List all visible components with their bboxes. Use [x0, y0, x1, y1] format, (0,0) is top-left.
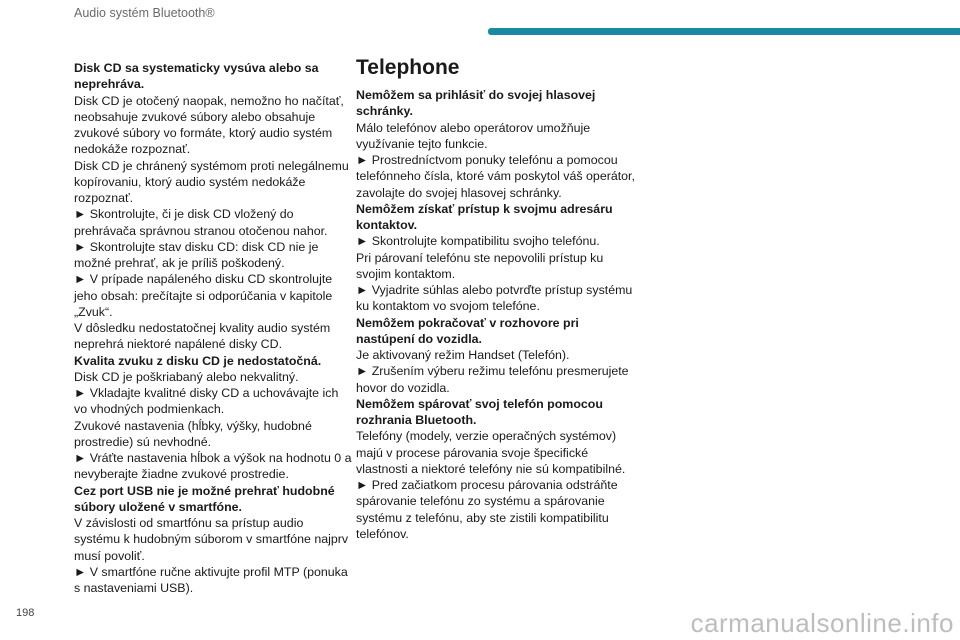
paragraph: V závislosti od smartfónu sa prístup audio systému k hudobným súborom v smartfóne najprv musí povoliť.: [74, 516, 349, 563]
paragraph: ► V prípade napáleného disku CD skontrolujte jeho obsah: prečítajte si odporúčania v kapitole „Zvuk“.: [74, 272, 333, 319]
paragraph: Telefóny (modely, verzie operačných systémov) majú v procese párovania svoje špecifické vlastnosti a niektoré telefóny nie sú kompatibilné.: [356, 429, 626, 476]
paragraph: ► Skontrolujte, či je disk CD vložený do prehrávača správnou stranou otočenou nahor.: [74, 207, 328, 238]
right-paragraphs: [356, 87, 636, 542]
paragraph: ► Skontrolujte stav disku CD: disk CD nie je možné prehrať, ak je príliš poškodený.: [74, 239, 319, 270]
page-number: 198: [16, 607, 35, 619]
paragraph: Málo telefónov alebo operátorov umožňuje využívanie tejto funkcie.: [356, 120, 591, 151]
paragraph: ► V smartfóne ručne aktivujte profil MTP (ponuka s nastaveniami USB).: [74, 564, 348, 595]
question-heading: Kvalita zvuku z disku CD je nedostatočná.: [74, 353, 322, 368]
question-heading: Disk CD sa systematicky vysúva alebo sa neprehráva.: [74, 61, 319, 92]
paragraph: V dôsledku nedostatočnej kvality audio systém neprehrá niektoré napálené disky CD.: [74, 321, 331, 352]
paragraph: Disk CD je otočený naopak, nemožno ho načítať, neobsahuje zvukové súbory alebo obsahuje zvukové súbory vo formáte, ktorý audio systém nedokáže rozpoznať.: [74, 93, 344, 157]
section-title: Telephone: [356, 56, 460, 79]
left-column: [74, 60, 352, 596]
paragraph: Disk CD je poškriabaný alebo nekvalitný.: [74, 369, 299, 384]
header-accent-bar: [488, 28, 960, 35]
paragraph: ► Prostredníctvom ponuky telefónu a pomocou telefónneho čísla, ktoré vám poskytol váš operátor, zavolajte do svojej hlasovej schránky.: [356, 153, 635, 200]
paragraph: Disk CD je chránený systémom proti nelegálnemu kopírovaniu, ktorý audio systém nedokáže rozpoznať.: [74, 158, 349, 205]
watermark: carmanualsonline.info: [690, 608, 954, 638]
paragraph: ► Zrušením výberu režimu telefónu presmerujete hovor do vozidla.: [356, 364, 629, 395]
paragraph: ► Skontrolujte kompatibilitu svojho telefónu.: [356, 234, 600, 249]
paragraph: ► Vkladajte kvalitné disky CD a uchovávajte ich vo vhodných podmienkach.: [74, 386, 339, 417]
question-heading: Cez port USB nie je možné prehrať hudobné súbory uložené v smartfóne.: [74, 483, 335, 514]
header-title: Audio systém Bluetooth®: [74, 6, 215, 20]
question-heading: Nemôžem spárovať svoj telefón pomocou rozhrania Bluetooth.: [356, 396, 603, 427]
paragraph: Zvukové nastavenia (hĺbky, výšky, hudobné prostredie) sú nevhodné.: [74, 418, 312, 449]
paragraph: ► Vyjadrite súhlas alebo potvrďte prístup systému ku kontaktom vo svojom telefóne.: [356, 283, 633, 314]
paragraph: ► Pred začiatkom procesu párovania odstráňte spárovanie telefónu zo systému a spárovanie systému z telefónu, aby ste zistili kompatibilitu telefónov.: [356, 478, 618, 541]
paragraph: Je aktivovaný režim Handset (Telefón).: [356, 348, 570, 362]
question-heading: Nemôžem pokračovať v rozhovore pri nastúpení do vozidla.: [356, 315, 579, 346]
paragraph: Pri párovaní telefónu ste nepovolili prístup ku svojim kontaktom.: [356, 250, 604, 281]
paragraph: ► Vráťte nastavenia hĺbok a výšok na hodnotu 0 a nevyberajte žiadne zvukové prostredie.: [74, 451, 352, 482]
question-heading: Nemôžem získať prístup k svojmu adresáru kontaktov.: [356, 201, 613, 232]
right-column: [356, 55, 636, 542]
question-heading: Nemôžem sa prihlásiť do svojej hlasovej schránky.: [356, 88, 596, 119]
